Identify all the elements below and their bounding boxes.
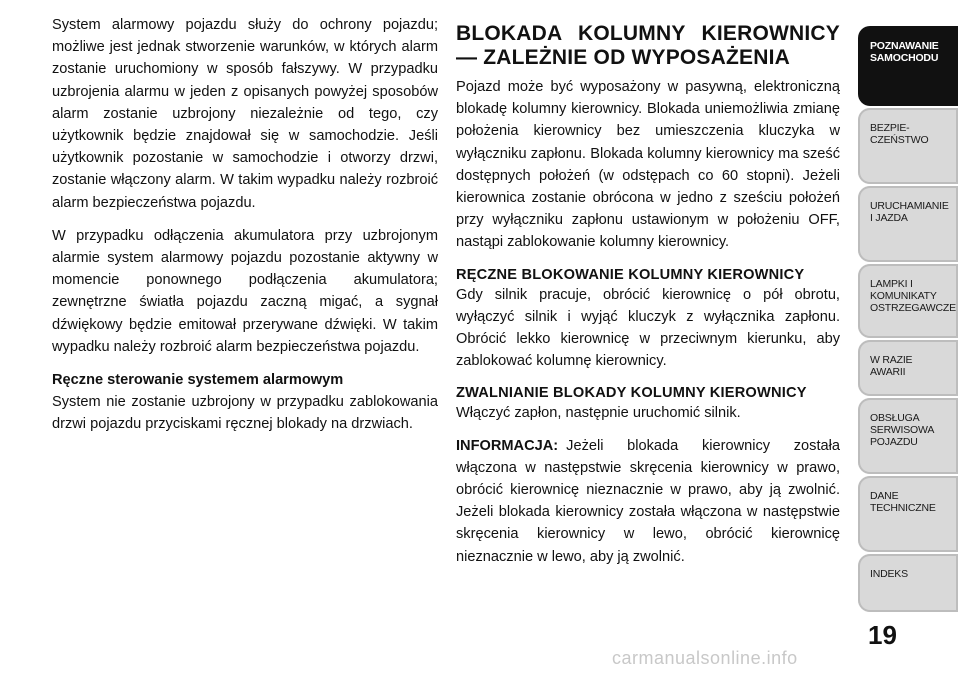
manual-alarm-subheading: Ręczne sterowanie systemem alarmowym [52,372,344,389]
alarm-paragraph-1: System alarmowy pojazdu służy do ochrony pojazdu; możliwe jest jednak stworzenie warunków, w których alarm zostanie uruchomiony w sposób fałszywy. W przypadku uzbrojenia alarmu w jeden z opisanych powyżej sposobów alarm zostanie uzbrojony niezależnie od tego, czy użytkownik będzie znajdował się w samochodzie. Jeśli użytkownik pozostanie w samochodzie i otworzy drzwi, zostanie włączony alarm. W takim wypadku należy rozbroić alarm bezpieczeństwa pojazdu. [52,17,438,211]
tab-label: URUCHAMIANIE I JAZDA [870,200,949,224]
tab-bezpieczenstwo[interactable] [858,108,958,184]
tab-lampki-i-komunikaty[interactable] [858,264,958,338]
tab-label: LAMPKI I KOMUNIKATY OSTRZEGAWCZE [870,278,956,314]
info-label: INFORMACJA: [456,437,559,454]
info-note [456,435,840,568]
release-lock-paragraph: Włączyć zapłon, następnie uruchomić silnik. [456,405,741,422]
alarm-paragraph-2: W przypadku odłączenia akumulatora przy uzbrojonym alarmie system alarmowy pojazdu pozostanie aktywny w momencie ponownego podłączenia akumulatora; zewnętrzne światła pojazdu zaczną migać, a sygnał dźwiękowy będzie emitował przerywane dźwięki. W takim wypadku należy rozbroić alarm bezpieczeństwa pojazdu. [52,227,438,355]
right-column [456,22,840,574]
tab-dane-techniczne[interactable] [858,476,958,552]
tab-w-razie-awarii[interactable] [858,340,958,396]
tab-label: W RAZIE AWARII [870,354,913,378]
tab-poznawanie-samochodu[interactable] [858,26,958,106]
tab-label: OBSŁUGA SERWISOWA POJAZDU [870,412,935,448]
manual-lock-paragraph: Gdy silnik pracuje, obrócić kierownicę o pół obrotu, wyłączyć silnik i wyjąć kluczyk z wyłącznika zapłonu. Obrócić lekko kierownicę w przeciwnym kierunku, aby zablokować kolumnę kierownicy. [456,286,840,370]
tab-obsluga-serwisowa[interactable] [858,398,958,474]
release-lock-subheading: ZWALNIANIE BLOKADY KOLUMNY KIEROWNICY [456,385,807,402]
steering-lock-heading: BLOKADA KOLUMNY KIEROWNICY — ZALEŻNIE OD WYPOSAŻENIA [456,22,840,69]
tab-label: DANE TECHNICZNE [870,490,936,514]
page-number: 19 [868,620,897,650]
manual-lock-subheading: RĘCZNE BLOKOWANIE KOLUMNY KIEROWNICY [456,266,805,283]
steering-lock-paragraph: Pojazd może być wyposażony w pasywną, elektroniczną blokadę kolumny kierownicy. Blokada uniemożliwia zmianę położenia kierownicy bez umieszczenia kluczyka w wyłączniku zapłonu. Blokada kolumny kierownicy ma sześć dostępnych położeń (w odstępach co 60 stopni). Jeżeli kierownica zostanie obrócona w jedno z sześciu położeń przy wyłączniku zapłonu ustawionym w położeniu OFF, nastąpi zablokowanie kolumny kierownicy. [456,79,840,251]
tab-label: BEZPIE- CZEŃSTWO [870,122,929,146]
tab-label: POZNAWANIE SAMOCHODU [870,40,939,64]
left-column [52,14,438,447]
manual-alarm-section [52,369,438,436]
tab-label: INDEKS [870,568,908,580]
tab-uruchamianie-i-jazda[interactable] [858,186,958,262]
chapter-sidebar [856,0,960,678]
info-text: Jeżeli blokada kierownicy została włączona w następstwie skręcenia kierownicy w prawo, obrócić kierownicę nieznacznie w prawo, aby ją zwolnić. Jeżeli blokada kierownicy została włączona w następstwie skręcenia kierownicy w lewo, obrócić kierownicę nieznacznie w lewo, aby ją zwolnić. [456,437,840,565]
tab-indeks[interactable] [858,554,958,612]
watermark: carmanualsonline.info [612,648,798,668]
manual-alarm-text: System nie zostanie uzbrojony w przypadku zablokowania drzwi pojazdu przyciskami ręcznej blokady na drzwiach. [52,394,438,433]
